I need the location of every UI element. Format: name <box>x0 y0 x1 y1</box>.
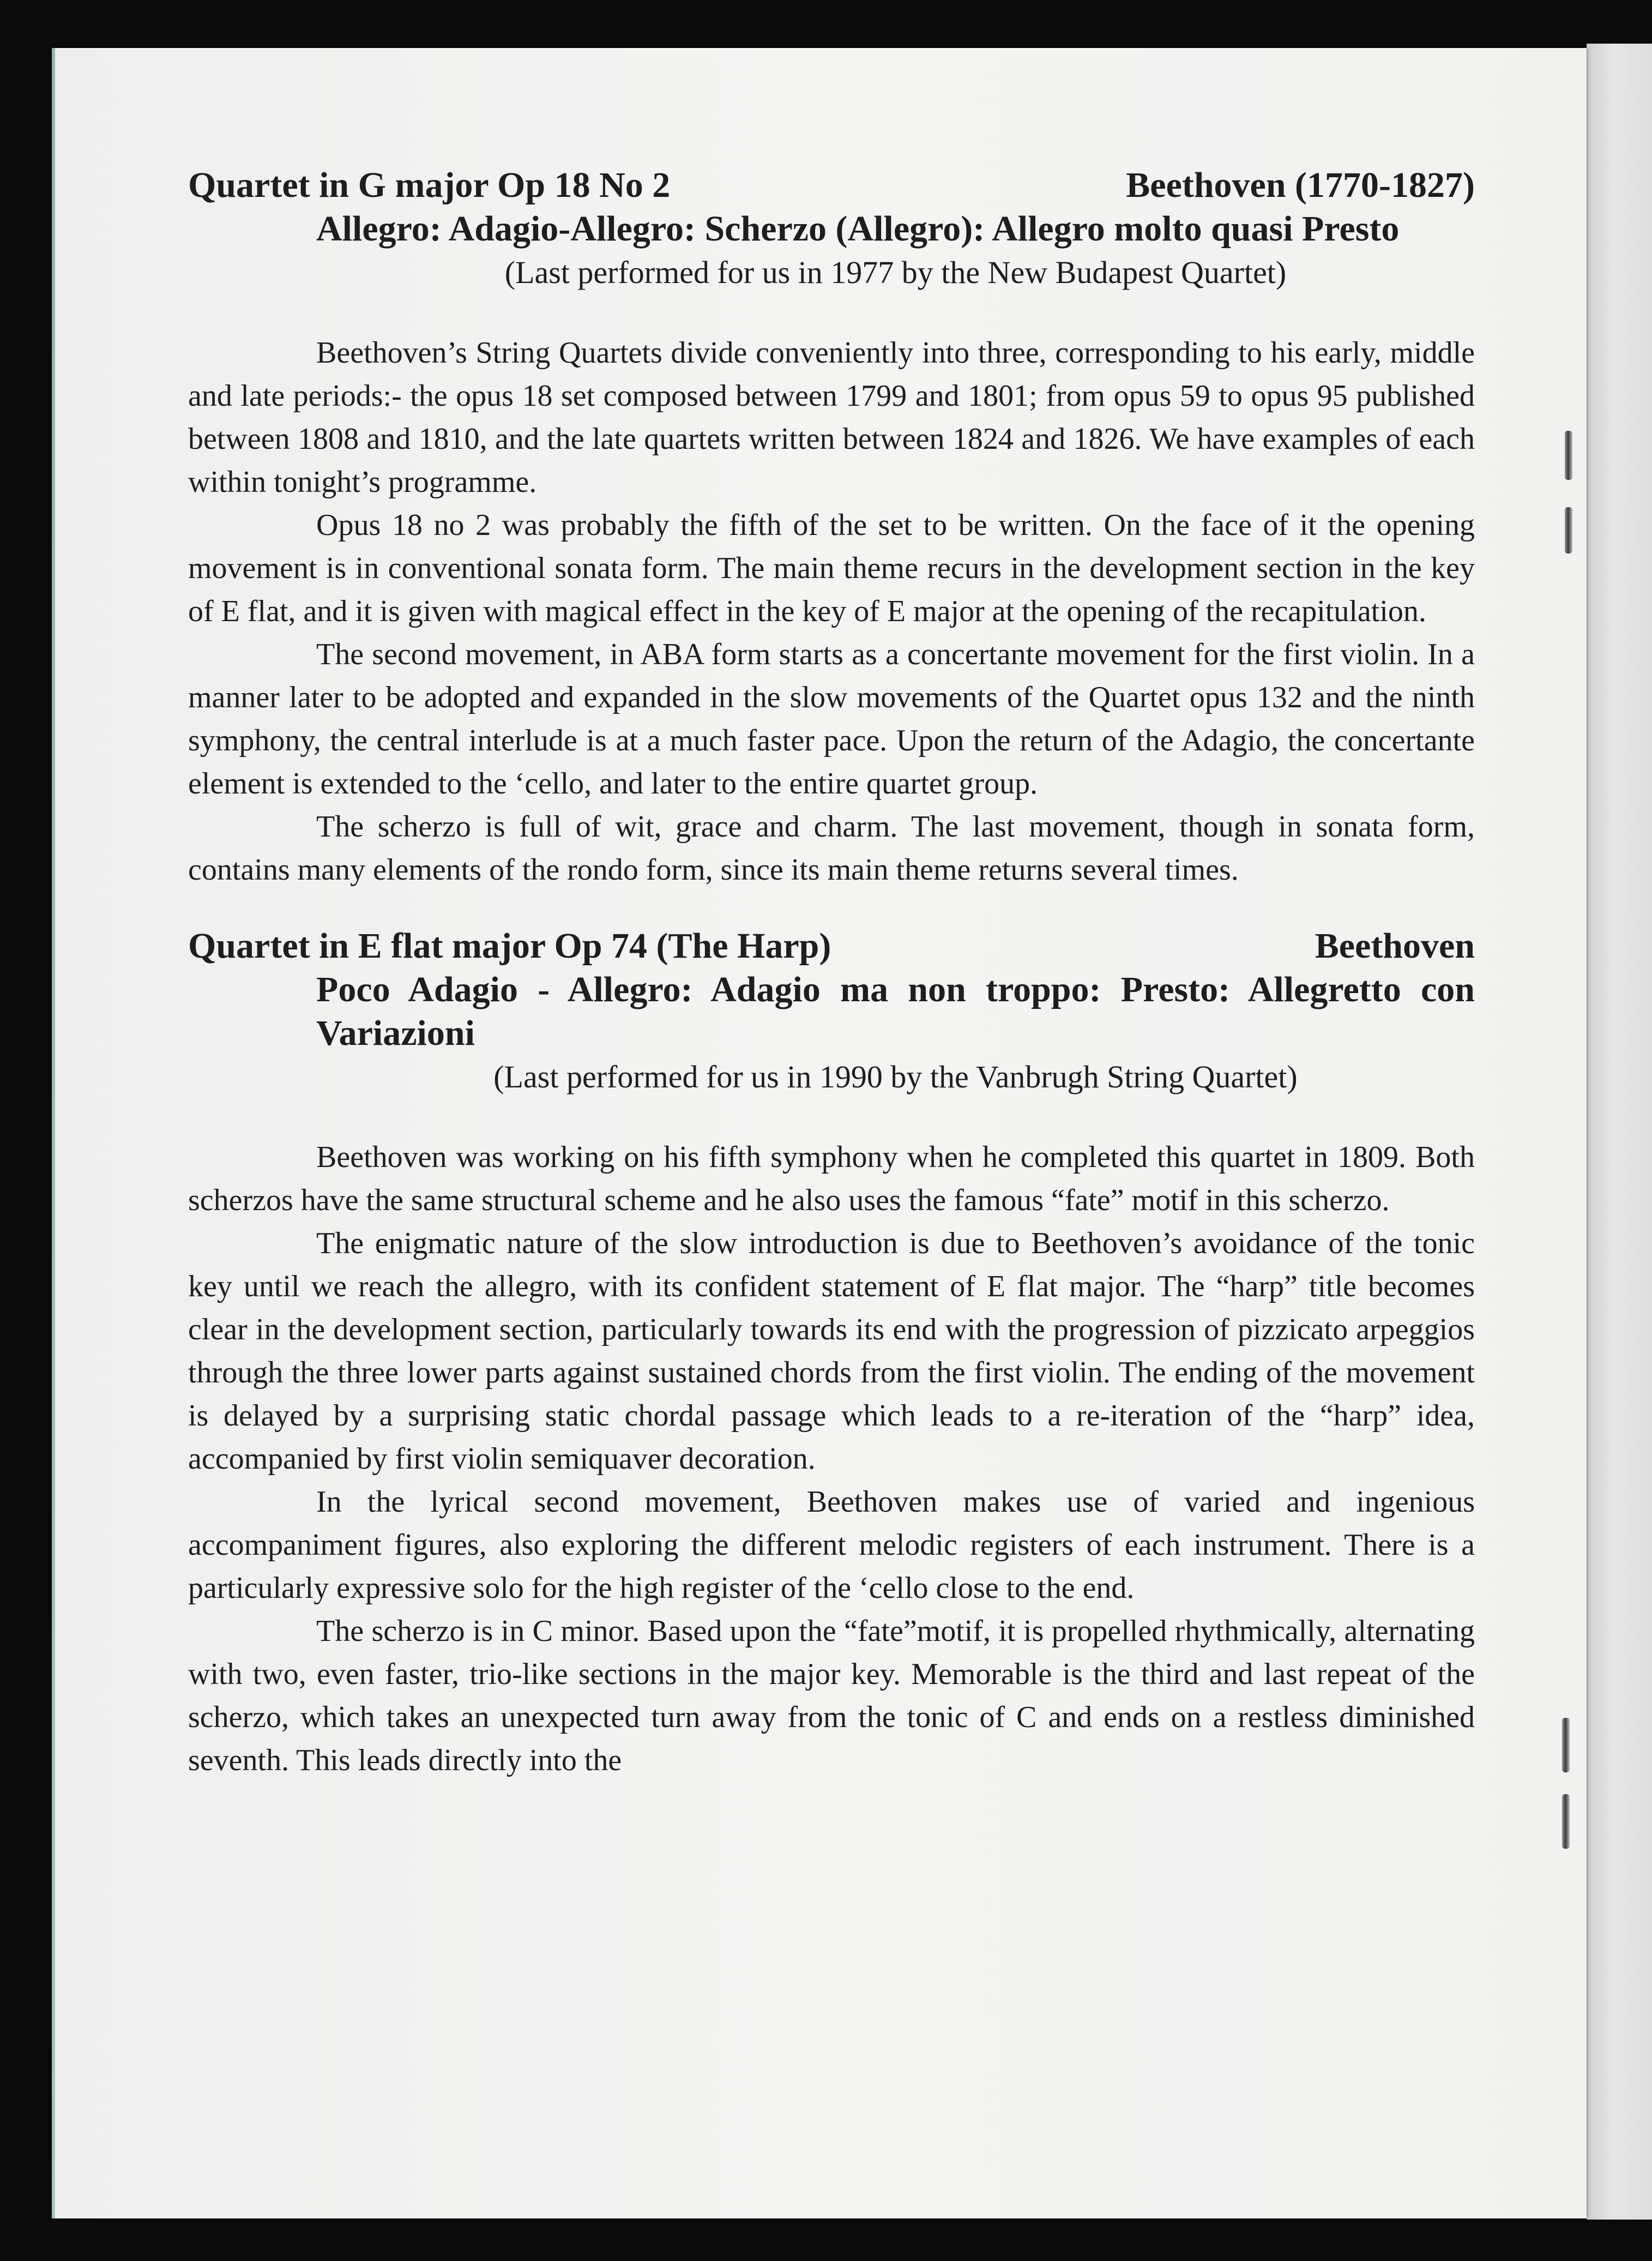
composer-name: Beethoven <box>1315 926 1475 966</box>
programme-notes <box>188 332 1475 892</box>
adjacent-page-edge <box>1587 44 1652 2220</box>
work-title: Quartet in E flat major Op 74 (The Harp) <box>188 926 831 966</box>
section-heading <box>188 164 1475 207</box>
paragraph: The scherzo is full of wit, grace and charm. The last movement, though in sonata form, contains many elements of the rondo form, since its main theme returns several times. <box>188 810 1475 887</box>
paragraph: Beethoven was working on his fifth symphony when he completed this quartet in 1809. Both scherzos have the same structural scheme and he also uses the famous “fate” motif in this scherzo. <box>188 1140 1475 1217</box>
staple-icon <box>1565 507 1572 554</box>
quartet-section-op74 <box>188 924 1475 1782</box>
staple-icon <box>1562 1718 1570 1772</box>
movement-list: Allegro: Adagio-Allegro: Scherzo (Allegro): Allegro molto quasi Presto <box>316 209 1400 249</box>
paragraph: The second movement, in ABA form starts as a concertante movement for the first violin. In a manner later to be adopted and expanded in the slow movements of the Quartet opus 132 and the ninth symphony, the central interlude is at a much faster pace. Upon the return of the Adagio, the concertante element is extended to the ‘cello, and later to the entire quartet group. <box>188 638 1475 801</box>
last-performed-note: (Last performed for us in 1977 by the New Budapest Quartet) <box>504 255 1287 290</box>
paragraph: In the lyrical second movement, Beethoven makes use of varied and ingenious accompaniment figures, also exploring the different melodic registers of each instrument. There is a particularly expressive solo for the high register of the ‘cello close to the end. <box>188 1485 1475 1605</box>
quartet-section-op18 <box>188 164 1475 892</box>
staple-icon <box>1565 431 1572 480</box>
last-performed-note: (Last performed for us in 1990 by the Vanbrugh String Quartet) <box>493 1059 1298 1095</box>
staple-icon <box>1562 1794 1570 1849</box>
composer-name: Beethoven (1770-1827) <box>1126 165 1475 205</box>
paragraph: The scherzo is in C minor. Based upon the “fate”motif, it is propelled rhythmically, alternating with two, even faster, trio-like sections in the major key. Memorable is the third and last repeat of the scherzo, which takes an unexpected turn away from the tonic of C and ends on a restless diminished seventh. This leads directly into the <box>188 1614 1475 1777</box>
paragraph: The enigmatic nature of the slow introduction is due to Beethoven’s avoidance of the tonic key until we reach the allegro, with its confident statement of E flat major. The “harp” title becomes clear in the development section, particularly towards its end with the progression of pizzicato arpeggios through the three lower parts against sustained chords from the first violin. The ending of the movement is delayed by a surprising static chordal passage which leads to a re-iteration of the “harp” idea, accompanied by first violin semiquaver decoration. <box>188 1226 1475 1476</box>
programme-notes <box>188 1136 1475 1782</box>
section-heading <box>188 924 1475 968</box>
paragraph: Opus 18 no 2 was probably the fifth of the set to be written. On the face of it the opening movement is in conventional sonata form. The main theme recurs in the development section in the key of E flat, and it is given with magical effect in the key of E major at the opening of the recapitulation. <box>188 508 1475 628</box>
paragraph: Beethoven’s String Quartets divide conveniently into three, corresponding to his early, middle and late periods:- the opus 18 set composed between 1799 and 1801; from opus 59 to opus 95 published between 1808 and 1810, and the late quartets written between 1824 and 1826. We have examples of each within tonight’s programme. <box>188 336 1475 499</box>
work-title: Quartet in G major Op 18 No 2 <box>188 165 671 205</box>
document-content <box>188 164 1475 1782</box>
movement-list: Poco Adagio - Allegro: Adagio ma non troppo: Presto: Allegretto con Variazioni <box>316 970 1475 1053</box>
page-binding-edge <box>52 48 55 2218</box>
